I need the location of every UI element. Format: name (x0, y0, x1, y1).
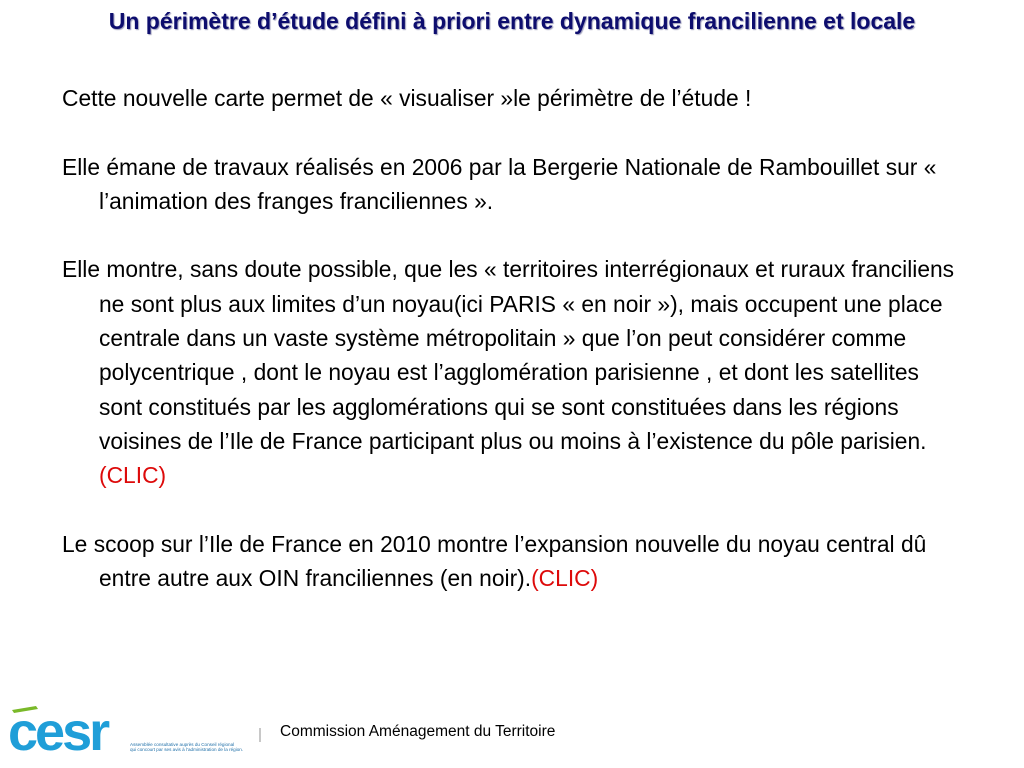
slide-body (62, 81, 967, 595)
footer-divider (259, 728, 261, 742)
paragraph-origin (62, 150, 967, 219)
clic-link[interactable]: (CLIC) (531, 565, 599, 592)
paragraph-scoop (62, 527, 967, 596)
footer-commission: Commission Aménagement du Territoire (280, 723, 556, 740)
cesr-logo (8, 702, 262, 756)
logo-tagline-line1: Assemblée consultative auprès du Conseil régional (130, 742, 235, 747)
paragraph-text: Elle montre, sans doute possible, que les « territoires interrégionaux et ruraux franciliens ne sont plus aux limites d’un noyau(ici PARIS « en noir »), mais occupent une place centrale dans un vaste système métropolitain » que l’on peut considérer comme polycentrique , dont le noyau est l’agglomération parisienne , et dont les satellites sont constitués par les agglomérations qui se sont constituées dans les régions voisines de l’Ile de France participant plus ou moins à l’existence du pôle parisien. (62, 256, 955, 454)
paragraph-text: Cette nouvelle carte permet de « visualiser »le périmètre de l’étude ! (62, 85, 752, 111)
paragraph-analysis (62, 252, 967, 492)
logo-tagline-line2: qui concourt par ses avis à l’administration de la région. (130, 747, 244, 752)
paragraph-intro (62, 81, 967, 115)
clic-link[interactable]: (CLIC) (99, 462, 167, 489)
logo-wordmark: cesr (8, 702, 108, 756)
slide-title: Un périmètre d’étude défini à priori entre dynamique francilienne et locale (108, 8, 916, 34)
paragraph-text: Le scoop sur l’Ile de France en 2010 montre l’expansion nouvelle du noyau central dû entre autre aux OIN franciliennes (en noir). (62, 530, 927, 592)
paragraph-text: Elle émane de travaux réalisés en 2006 par la Bergerie Nationale de Rambouillet sur « l’animation des franges franciliennes ». (62, 153, 937, 214)
